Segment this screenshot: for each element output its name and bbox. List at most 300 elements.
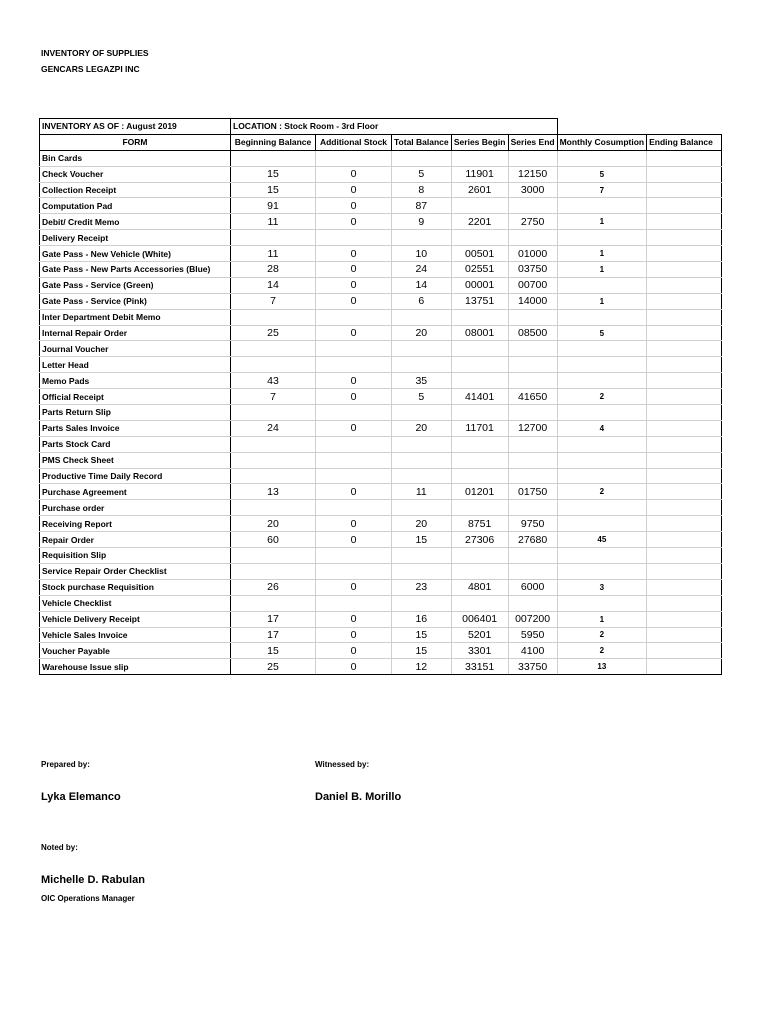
value-cell: 0 xyxy=(316,611,392,627)
value-cell xyxy=(451,309,508,325)
table-row xyxy=(40,579,722,595)
table-row xyxy=(40,595,722,611)
value-cell xyxy=(451,548,508,564)
value-cell xyxy=(392,309,452,325)
value-cell: 0 xyxy=(316,325,392,341)
value-cell: 15 xyxy=(231,643,316,659)
ending-balance-cell xyxy=(647,563,722,579)
monthly-consumption-cell: 1 xyxy=(557,611,647,627)
value-cell xyxy=(231,452,316,468)
column-header: Series End xyxy=(508,134,557,150)
table-row xyxy=(40,357,722,373)
monthly-consumption-cell xyxy=(557,150,647,166)
value-cell xyxy=(231,150,316,166)
value-cell xyxy=(392,468,452,484)
value-cell: 60 xyxy=(231,532,316,548)
ending-balance-cell xyxy=(647,595,722,611)
monthly-consumption-cell xyxy=(557,516,647,532)
value-cell: 0 xyxy=(316,373,392,389)
table-header-row xyxy=(40,134,722,150)
form-name-cell: Gate Pass - Service (Green) xyxy=(40,277,231,293)
ending-balance-cell xyxy=(647,500,722,516)
table-row xyxy=(40,563,722,579)
ending-balance-cell xyxy=(647,309,722,325)
value-cell: 11 xyxy=(231,246,316,262)
monthly-consumption-cell: 1 xyxy=(557,214,647,230)
monthly-consumption-cell: 5 xyxy=(557,166,647,182)
document-title: INVENTORY OF SUPPLIES xyxy=(41,48,149,58)
ending-balance-cell xyxy=(647,532,722,548)
value-cell: 5950 xyxy=(508,627,557,643)
form-name-cell: PMS Check Sheet xyxy=(40,452,231,468)
value-cell: 08500 xyxy=(508,325,557,341)
table-row xyxy=(40,500,722,516)
table-row xyxy=(40,262,722,278)
value-cell: 91 xyxy=(231,198,316,214)
value-cell xyxy=(316,357,392,373)
value-cell xyxy=(231,341,316,357)
value-cell: 0 xyxy=(316,643,392,659)
form-name-cell: Vehicle Checklist xyxy=(40,595,231,611)
table-row xyxy=(40,420,722,436)
value-cell: 9750 xyxy=(508,516,557,532)
ending-balance-cell xyxy=(647,516,722,532)
value-cell: 4801 xyxy=(451,579,508,595)
value-cell: 006401 xyxy=(451,611,508,627)
ending-balance-cell xyxy=(647,420,722,436)
ending-balance-cell xyxy=(647,150,722,166)
table-row xyxy=(40,405,722,421)
value-cell: 24 xyxy=(392,262,452,278)
value-cell xyxy=(451,436,508,452)
form-name-cell: Check Voucher xyxy=(40,166,231,182)
value-cell: 11901 xyxy=(451,166,508,182)
column-header: Beginning Balance xyxy=(231,134,316,150)
form-name-cell: Purchase Agreement xyxy=(40,484,231,500)
value-cell: 0 xyxy=(316,420,392,436)
value-cell: 25 xyxy=(231,659,316,675)
monthly-consumption-cell xyxy=(557,468,647,484)
table-row xyxy=(40,436,722,452)
monthly-consumption-cell xyxy=(557,373,647,389)
value-cell xyxy=(508,563,557,579)
monthly-consumption-cell: 45 xyxy=(557,532,647,548)
column-header: Total Balance xyxy=(392,134,452,150)
value-cell xyxy=(316,309,392,325)
value-cell: 0 xyxy=(316,166,392,182)
table-row xyxy=(40,309,722,325)
value-cell: 0 xyxy=(316,389,392,405)
value-cell xyxy=(451,198,508,214)
form-name-cell: Vehicle Delivery Receipt xyxy=(40,611,231,627)
value-cell: 15 xyxy=(231,166,316,182)
value-cell: 007200 xyxy=(508,611,557,627)
monthly-consumption-cell: 1 xyxy=(557,293,647,309)
ending-balance-cell xyxy=(647,357,722,373)
form-name-cell: Parts Return Slip xyxy=(40,405,231,421)
ending-balance-cell xyxy=(647,452,722,468)
monthly-consumption-cell xyxy=(557,341,647,357)
value-cell xyxy=(231,230,316,246)
monthly-consumption-cell: 2 xyxy=(557,643,647,659)
value-cell: 12150 xyxy=(508,166,557,182)
form-name-cell: Gate Pass - Service (Pink) xyxy=(40,293,231,309)
value-cell: 11701 xyxy=(451,420,508,436)
ending-balance-cell xyxy=(647,198,722,214)
value-cell xyxy=(508,452,557,468)
value-cell: 0 xyxy=(316,277,392,293)
value-cell xyxy=(451,405,508,421)
monthly-consumption-cell xyxy=(557,595,647,611)
column-header: Monthly Cosumption xyxy=(557,134,647,150)
monthly-consumption-cell xyxy=(557,230,647,246)
value-cell: 3301 xyxy=(451,643,508,659)
value-cell: 12 xyxy=(392,659,452,675)
value-cell: 41650 xyxy=(508,389,557,405)
form-name-cell: Parts Sales Invoice xyxy=(40,420,231,436)
value-cell: 16 xyxy=(392,611,452,627)
value-cell: 15 xyxy=(392,627,452,643)
value-cell xyxy=(508,436,557,452)
value-cell xyxy=(231,436,316,452)
value-cell xyxy=(508,357,557,373)
form-name-cell: Memo Pads xyxy=(40,373,231,389)
value-cell: 20 xyxy=(392,516,452,532)
table-row xyxy=(40,468,722,484)
value-cell: 01750 xyxy=(508,484,557,500)
monthly-consumption-cell xyxy=(557,500,647,516)
value-cell: 0 xyxy=(316,214,392,230)
value-cell: 03750 xyxy=(508,262,557,278)
table-row xyxy=(40,230,722,246)
noted-by-title: OIC Operations Manager xyxy=(41,894,135,903)
value-cell: 87 xyxy=(392,198,452,214)
value-cell: 5201 xyxy=(451,627,508,643)
form-name-cell: Parts Stock Card xyxy=(40,436,231,452)
table-row xyxy=(40,389,722,405)
value-cell xyxy=(316,500,392,516)
value-cell xyxy=(508,150,557,166)
table-row xyxy=(40,277,722,293)
value-cell xyxy=(316,341,392,357)
monthly-consumption-cell: 2 xyxy=(557,627,647,643)
table-row xyxy=(40,150,722,166)
value-cell: 02551 xyxy=(451,262,508,278)
value-cell: 0 xyxy=(316,198,392,214)
monthly-consumption-cell: 7 xyxy=(557,182,647,198)
ending-balance-cell xyxy=(647,230,722,246)
form-name-cell: Gate Pass - New Parts Accessories (Blue) xyxy=(40,262,231,278)
form-name-cell: Delivery Receipt xyxy=(40,230,231,246)
ending-balance-cell xyxy=(647,325,722,341)
form-name-cell: Stock purchase Requisition xyxy=(40,579,231,595)
ending-balance-cell xyxy=(647,166,722,182)
monthly-consumption-cell: 4 xyxy=(557,420,647,436)
table-row xyxy=(40,214,722,230)
inventory-table xyxy=(39,118,722,675)
value-cell xyxy=(392,595,452,611)
value-cell xyxy=(231,595,316,611)
value-cell: 0 xyxy=(316,579,392,595)
value-cell: 17 xyxy=(231,627,316,643)
value-cell xyxy=(392,230,452,246)
monthly-consumption-cell xyxy=(557,198,647,214)
company-name: GENCARS LEGAZPI INC xyxy=(41,64,140,74)
form-name-cell: Inter Department Debit Memo xyxy=(40,309,231,325)
ending-balance-cell xyxy=(647,436,722,452)
column-header: FORM xyxy=(40,134,231,150)
table-row xyxy=(40,198,722,214)
ending-balance-cell xyxy=(647,611,722,627)
value-cell: 00501 xyxy=(451,246,508,262)
table-row xyxy=(40,548,722,564)
value-cell xyxy=(508,230,557,246)
form-name-cell: Bin Cards xyxy=(40,150,231,166)
value-cell: 11 xyxy=(392,484,452,500)
value-cell xyxy=(316,230,392,246)
witnessed-by-label: Witnessed by: xyxy=(315,760,370,769)
value-cell xyxy=(231,405,316,421)
ending-balance-cell xyxy=(647,341,722,357)
form-name-cell: Debit/ Credit Memo xyxy=(40,214,231,230)
form-name-cell: Collection Receipt xyxy=(40,182,231,198)
witnessed-by-name: Daniel B. Morillo xyxy=(315,791,402,803)
value-cell xyxy=(316,452,392,468)
table-row xyxy=(40,484,722,500)
monthly-consumption-cell xyxy=(557,452,647,468)
form-name-cell: Computation Pad xyxy=(40,198,231,214)
value-cell: 0 xyxy=(316,262,392,278)
value-cell xyxy=(316,150,392,166)
value-cell xyxy=(316,595,392,611)
value-cell: 15 xyxy=(392,532,452,548)
noted-by-name: Michelle D. Rabulan xyxy=(41,874,145,886)
ending-balance-cell xyxy=(647,484,722,500)
ending-balance-cell xyxy=(647,389,722,405)
ending-balance-cell xyxy=(647,405,722,421)
value-cell: 26 xyxy=(231,579,316,595)
value-cell: 0 xyxy=(316,182,392,198)
table-row xyxy=(40,659,722,675)
monthly-consumption-cell: 2 xyxy=(557,484,647,500)
value-cell: 0 xyxy=(316,484,392,500)
table-row xyxy=(40,452,722,468)
column-header: Series Begin xyxy=(451,134,508,150)
value-cell: 3000 xyxy=(508,182,557,198)
table-row xyxy=(40,627,722,643)
value-cell xyxy=(451,468,508,484)
form-name-cell: Journal Voucher xyxy=(40,341,231,357)
value-cell xyxy=(316,468,392,484)
ending-balance-cell xyxy=(647,643,722,659)
value-cell: 8751 xyxy=(451,516,508,532)
form-name-cell: Vehicle Sales Invoice xyxy=(40,627,231,643)
value-cell: 27306 xyxy=(451,532,508,548)
value-cell: 15 xyxy=(231,182,316,198)
value-cell xyxy=(451,357,508,373)
form-name-cell: Purchase order xyxy=(40,500,231,516)
value-cell: 2601 xyxy=(451,182,508,198)
value-cell: 10 xyxy=(392,246,452,262)
value-cell: 0 xyxy=(316,659,392,675)
ending-balance-cell xyxy=(647,262,722,278)
table-row xyxy=(40,341,722,357)
ending-balance-cell xyxy=(647,214,722,230)
ending-balance-cell xyxy=(647,468,722,484)
value-cell xyxy=(508,468,557,484)
monthly-consumption-cell: 2 xyxy=(557,389,647,405)
value-cell: 28 xyxy=(231,262,316,278)
noted-by-label: Noted by: xyxy=(41,843,78,852)
value-cell xyxy=(392,405,452,421)
form-name-cell: Repair Order xyxy=(40,532,231,548)
ending-balance-cell xyxy=(647,246,722,262)
table-row xyxy=(40,532,722,548)
table-row xyxy=(40,325,722,341)
value-cell xyxy=(451,230,508,246)
value-cell xyxy=(451,500,508,516)
form-name-cell: Letter Head xyxy=(40,357,231,373)
form-name-cell: Gate Pass - New Vehicle (White) xyxy=(40,246,231,262)
prepared-by-name: Lyka Elemanco xyxy=(41,791,121,803)
value-cell xyxy=(316,548,392,564)
value-cell xyxy=(392,341,452,357)
value-cell: 0 xyxy=(316,516,392,532)
value-cell: 00001 xyxy=(451,277,508,293)
value-cell: 7 xyxy=(231,389,316,405)
value-cell: 33750 xyxy=(508,659,557,675)
table-row xyxy=(40,166,722,182)
value-cell: 8 xyxy=(392,182,452,198)
value-cell xyxy=(508,341,557,357)
value-cell: 01201 xyxy=(451,484,508,500)
value-cell xyxy=(392,436,452,452)
ending-balance-cell xyxy=(647,277,722,293)
monthly-consumption-cell xyxy=(557,548,647,564)
form-name-cell: Requisition Slip xyxy=(40,548,231,564)
value-cell: 0 xyxy=(316,293,392,309)
value-cell: 0 xyxy=(316,246,392,262)
value-cell xyxy=(508,548,557,564)
value-cell xyxy=(392,563,452,579)
table-meta-row xyxy=(40,119,722,135)
form-name-cell: Receiving Report xyxy=(40,516,231,532)
form-name-cell: Internal Repair Order xyxy=(40,325,231,341)
value-cell: 01000 xyxy=(508,246,557,262)
value-cell: 27680 xyxy=(508,532,557,548)
ending-balance-cell xyxy=(647,293,722,309)
value-cell xyxy=(508,595,557,611)
table-row xyxy=(40,516,722,532)
form-name-cell: Official Receipt xyxy=(40,389,231,405)
column-header: Ending Balance xyxy=(647,134,722,150)
value-cell: 20 xyxy=(392,325,452,341)
value-cell: 0 xyxy=(316,532,392,548)
table-row xyxy=(40,246,722,262)
monthly-consumption-cell xyxy=(557,436,647,452)
value-cell: 43 xyxy=(231,373,316,389)
value-cell: 41401 xyxy=(451,389,508,405)
monthly-consumption-cell xyxy=(557,563,647,579)
value-cell: 13751 xyxy=(451,293,508,309)
monthly-consumption-cell xyxy=(557,405,647,421)
value-cell: 6 xyxy=(392,293,452,309)
value-cell: 35 xyxy=(392,373,452,389)
value-cell: 20 xyxy=(392,420,452,436)
monthly-consumption-cell: 1 xyxy=(557,246,647,262)
value-cell xyxy=(451,341,508,357)
inventory-as-of: INVENTORY AS OF : August 2019 xyxy=(40,119,231,135)
value-cell: 14000 xyxy=(508,293,557,309)
ending-balance-cell xyxy=(647,182,722,198)
monthly-consumption-cell: 1 xyxy=(557,262,647,278)
value-cell: 23 xyxy=(392,579,452,595)
table-row xyxy=(40,182,722,198)
value-cell xyxy=(451,373,508,389)
ending-balance-cell xyxy=(647,659,722,675)
ending-balance-cell xyxy=(647,627,722,643)
value-cell: 14 xyxy=(231,277,316,293)
value-cell xyxy=(231,500,316,516)
value-cell: 14 xyxy=(392,277,452,293)
value-cell: 20 xyxy=(231,516,316,532)
monthly-consumption-cell: 3 xyxy=(557,579,647,595)
value-cell: 7 xyxy=(231,293,316,309)
form-name-cell: Productive Time Daily Record xyxy=(40,468,231,484)
prepared-by-label: Prepared by: xyxy=(41,760,90,769)
value-cell: 5 xyxy=(392,166,452,182)
value-cell: 11 xyxy=(231,214,316,230)
ending-balance-cell xyxy=(647,579,722,595)
monthly-consumption-cell xyxy=(557,277,647,293)
value-cell xyxy=(451,452,508,468)
column-header: Additional Stock xyxy=(316,134,392,150)
value-cell: 17 xyxy=(231,611,316,627)
monthly-consumption-cell: 5 xyxy=(557,325,647,341)
value-cell xyxy=(508,500,557,516)
value-cell xyxy=(392,150,452,166)
form-name-cell: Warehouse Issue slip xyxy=(40,659,231,675)
value-cell: 12700 xyxy=(508,420,557,436)
value-cell: 25 xyxy=(231,325,316,341)
monthly-consumption-cell: 13 xyxy=(557,659,647,675)
ending-balance-cell xyxy=(647,373,722,389)
value-cell xyxy=(316,405,392,421)
table-row xyxy=(40,611,722,627)
value-cell xyxy=(316,436,392,452)
value-cell xyxy=(231,309,316,325)
value-cell: 13 xyxy=(231,484,316,500)
value-cell xyxy=(451,563,508,579)
value-cell: 6000 xyxy=(508,579,557,595)
monthly-consumption-cell xyxy=(557,309,647,325)
table-row xyxy=(40,373,722,389)
value-cell xyxy=(231,468,316,484)
value-cell xyxy=(508,198,557,214)
form-name-cell: Voucher Payable xyxy=(40,643,231,659)
value-cell: 9 xyxy=(392,214,452,230)
value-cell xyxy=(451,150,508,166)
table-row xyxy=(40,293,722,309)
value-cell xyxy=(392,500,452,516)
value-cell: 2750 xyxy=(508,214,557,230)
value-cell: 4100 xyxy=(508,643,557,659)
value-cell: 5 xyxy=(392,389,452,405)
value-cell: 00700 xyxy=(508,277,557,293)
monthly-consumption-cell xyxy=(557,357,647,373)
value-cell: 2201 xyxy=(451,214,508,230)
value-cell: 0 xyxy=(316,627,392,643)
